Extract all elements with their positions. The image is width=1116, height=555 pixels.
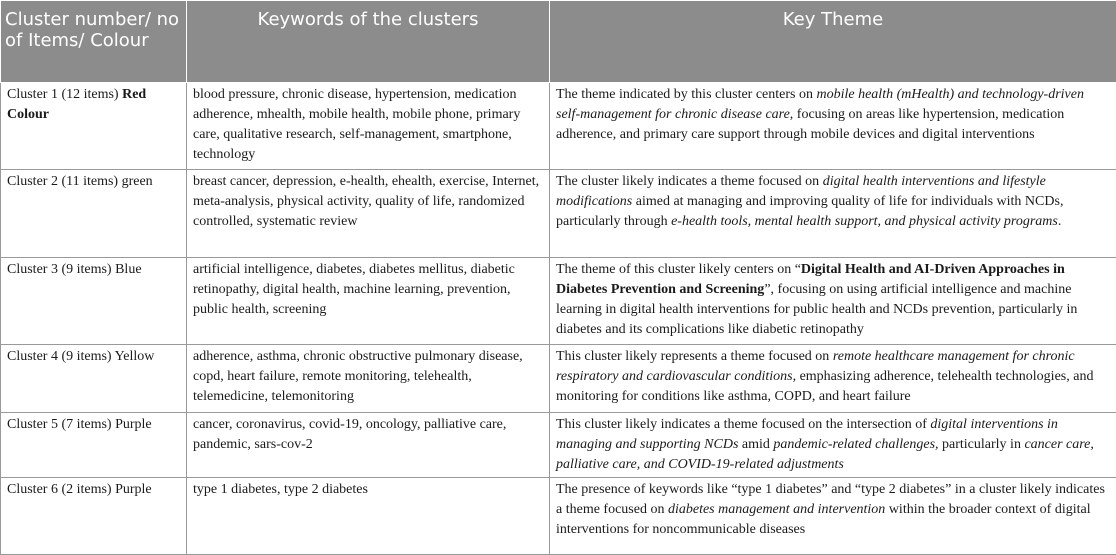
theme-cell bbox=[550, 478, 1116, 555]
theme-emphasis: diabetes management and intervention bbox=[668, 502, 885, 517]
theme-cell bbox=[550, 345, 1116, 413]
keywords-cell: cancer, coronavirus, covid-19, oncology, palliative care, pandemic, sars-cov-2 bbox=[187, 413, 550, 478]
theme-cell bbox=[550, 413, 1116, 478]
theme-text: The theme indicated by this cluster centers on bbox=[556, 87, 816, 102]
theme-cell bbox=[550, 83, 1116, 170]
keywords-cell: type 1 diabetes, type 2 diabetes bbox=[187, 478, 550, 555]
theme-text: within the broader context of digital interventions for noncommunicable diseases bbox=[556, 502, 1091, 537]
theme-text: aimed at managing and improving quality of life for individuals with NCDs, particularly through bbox=[556, 194, 1063, 229]
header-row bbox=[1, 1, 1116, 83]
theme-text: This cluster likely indicates a theme focused on the intersection of bbox=[556, 417, 930, 432]
theme-emphasis: cancer care, palliative care, and COVID-19-related adjustments bbox=[556, 437, 1094, 472]
cluster-cell bbox=[1, 83, 187, 170]
theme-text: ”, focusing on using artificial intelligence and machine learning in digital health interventions for public health and NCDs prevention, particularly in diabetes and its complications like diabetic retinopathy bbox=[556, 282, 1077, 337]
header-keywords: Keywords of the clusters bbox=[187, 1, 550, 83]
theme-emphasis: e-health tools, mental health support, and physical activity programs bbox=[671, 214, 1058, 229]
cluster-cell: Cluster 2 (11 items) green bbox=[1, 170, 187, 258]
cluster-cell: Cluster 4 (9 items) Yellow bbox=[1, 345, 187, 413]
theme-cell bbox=[550, 170, 1116, 258]
table-row bbox=[1, 170, 1116, 258]
theme-text: The theme of this cluster likely centers on “ bbox=[556, 262, 801, 277]
theme-cell bbox=[550, 258, 1116, 345]
cluster-cell: Cluster 5 (7 items) Purple bbox=[1, 413, 187, 478]
cluster-label: Cluster 1 (12 items) bbox=[7, 87, 119, 102]
cluster-cell: Cluster 3 (9 items) Blue bbox=[1, 258, 187, 345]
cluster-cell: Cluster 6 (2 items) Purple bbox=[1, 478, 187, 555]
theme-text: particularly in bbox=[939, 437, 1025, 452]
theme-emphasis: remote healthcare management for chronic respiratory and cardiovascular conditions bbox=[556, 349, 1075, 384]
theme-text: , focusing on areas like hypertension, medication adherence, and primary care support through mobile devices and digital interventions bbox=[556, 107, 1064, 142]
theme-text: This cluster likely represents a theme focused on bbox=[556, 349, 833, 364]
theme-emphasis: digital health interventions and lifestyle modifications bbox=[556, 174, 1046, 209]
theme-bold: Digital Health and AI-Driven Approaches in Diabetes Prevention and Screening bbox=[556, 262, 1065, 297]
theme-text: . bbox=[1058, 214, 1062, 229]
table-row bbox=[1, 258, 1116, 345]
header-cluster: Cluster number/ no of Items/ Colour bbox=[1, 1, 187, 83]
keywords-cell: blood pressure, chronic disease, hypertension, medication adherence, mhealth, mobile health, mobile phone, primary care, qualitative research, self-management, smartphone, technology bbox=[187, 83, 550, 170]
cluster-colour: Red Colour bbox=[7, 87, 146, 122]
keywords-cell: breast cancer, depression, e-health, ehealth, exercise, Internet, meta-analysis, physical activity, quality of life, randomized controlled, systematic review bbox=[187, 170, 550, 258]
table-row bbox=[1, 478, 1116, 555]
header-theme: Key Theme bbox=[550, 1, 1116, 83]
theme-text: , emphasizing adherence, telehealth technologies, and monitoring for conditions like asthma, COPD, and heart failure bbox=[556, 369, 1093, 404]
theme-emphasis: pandemic-related challenges, bbox=[773, 437, 938, 452]
keywords-cell: adherence, asthma, chronic obstructive pulmonary disease, copd, heart failure, remote monitoring, telehealth, telemedicine, telemonitoring bbox=[187, 345, 550, 413]
table-row bbox=[1, 83, 1116, 170]
theme-text: The cluster likely indicates a theme focused on bbox=[556, 174, 823, 189]
theme-text: The presence of keywords like “type 1 diabetes” and “type 2 diabetes” in a cluster likely indicates a theme focused on bbox=[556, 482, 1105, 517]
keywords-cell: artificial intelligence, diabetes, diabetes mellitus, diabetic retinopathy, digital health, machine learning, prevention, public health, screening bbox=[187, 258, 550, 345]
table-row bbox=[1, 345, 1116, 413]
table-row bbox=[1, 413, 1116, 478]
theme-emphasis: mobile health (mHealth) and technology-driven self-management for chronic disease care bbox=[556, 87, 1084, 122]
theme-emphasis: digital interventions in managing and supporting NCDs bbox=[556, 417, 1058, 452]
theme-text: amid bbox=[738, 437, 773, 452]
